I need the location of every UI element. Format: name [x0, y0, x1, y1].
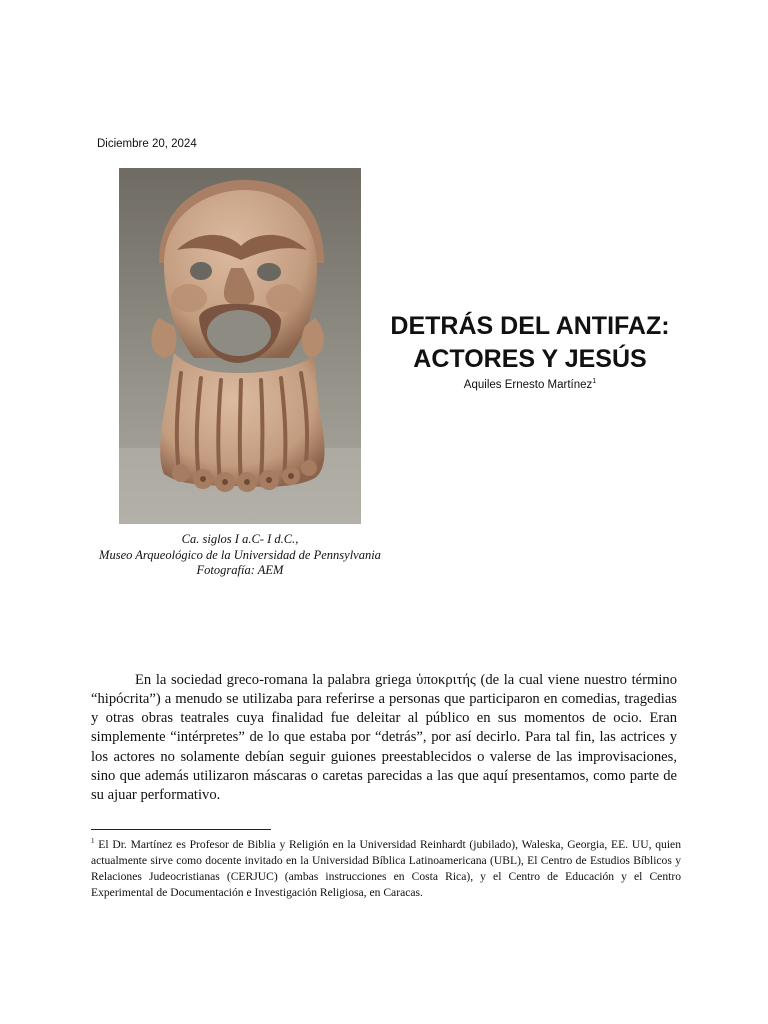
- title-line-1: DETRÁS DEL ANTIFAZ:: [390, 312, 670, 340]
- footnote: [91, 837, 681, 901]
- footnote-separator: [91, 829, 271, 830]
- author-line: [380, 379, 680, 391]
- caption-line-museum: Museo Arqueológico de la Universidad de Pennsylvania: [99, 547, 381, 562]
- author-footnote-mark[interactable]: 1: [592, 378, 597, 386]
- theater-mask-photo: [119, 168, 361, 524]
- document-title: [380, 310, 680, 376]
- body-paragraph: En la sociedad greco-romana la palabra griega ὑποκριτής (de la cual viene nuestro término “hipócrita”) a menudo se utilizaba para referirse a personas que participaron en comedias, tragedias y otras obras teatrales cuya finalidad fue deleitar al público en sus momentos de ocio. Eran simplemente “intérpretes” de lo que estaba por “detrás”, por así decirlo. Para tal fin, las actrices y los actores no solamente debían seguir guiones preestablecidos o valerse de las improvisaciones, sino que además utilizaron máscaras o caretas parecidas a las que aquí presentamos, como parte de su ajuar performativo.: [91, 671, 677, 804]
- caption-line-credit: Fotografía: AEM: [196, 563, 284, 577]
- author-name: Aquiles Ernesto Martínez: [463, 379, 593, 391]
- photo-caption: [90, 532, 390, 579]
- title-line-2: ACTORES Y JESÚS: [413, 345, 647, 373]
- document-date: Diciembre 20, 2024: [97, 138, 197, 150]
- footnote-mark: 1: [91, 837, 95, 846]
- footnote-text: El Dr. Martínez es Profesor de Biblia y Religión en la Universidad Reinhardt (jubilado), Waleska, Georgia, EE. UU, quien actualmente sirve como docente invitado en la Universidad Bíblica Latinoamericana (UBL), El Centro de Estudios Bíblicos y Relaciones Judeocristianas (CERJUC) (ambas instrucciones en Costa Rica), y el Centro de Educación y el Centro Experimental de Documentación e Investigación Religiosa, en Caracas.: [91, 838, 681, 899]
- caption-line-dating: Ca. siglos I a.C- I d.C.,: [181, 532, 299, 546]
